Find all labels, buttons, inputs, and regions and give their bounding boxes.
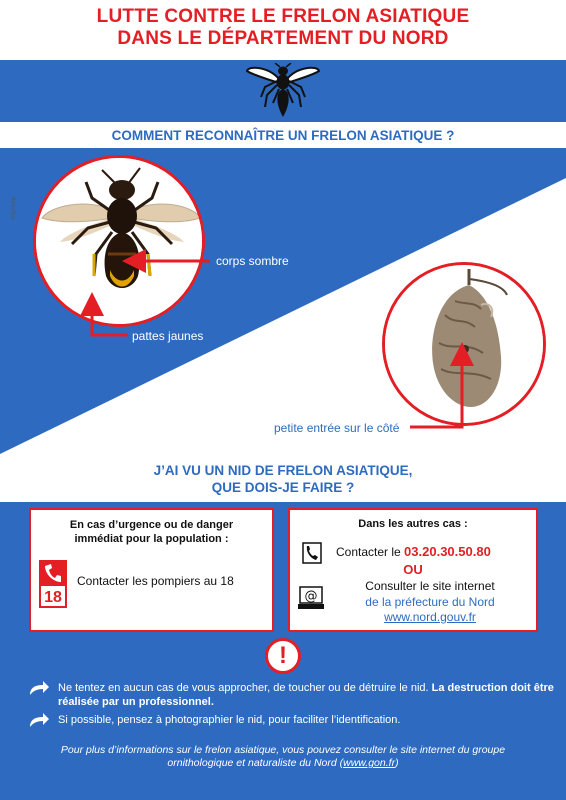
footer-close: ) — [395, 757, 399, 769]
hornet-icon — [243, 63, 323, 119]
curved-arrow-icon — [28, 680, 50, 696]
nest-illustration — [385, 265, 543, 423]
title-line-2: DANS LE DÉPARTEMENT DU NORD — [117, 28, 449, 49]
section-heading-recognize: COMMENT RECONNAÎTRE UN FRELON ASIATIQUE ? — [0, 123, 566, 148]
action-heading-line-1: J’AI VU UN NID DE FRELON ASIATIQUE, — [153, 463, 413, 478]
emergency-box — [29, 508, 274, 632]
emergency-number-badge: 18 — [44, 589, 62, 606]
emergency-heading-line-1: En cas d’urgence ou de danger — [69, 519, 234, 531]
poster-title — [0, 6, 566, 50]
phone-icon — [302, 542, 322, 564]
bullet-text-bold: La destruction doit être réalisée par un professionnel. — [58, 682, 554, 708]
phone-number[interactable]: 03.20.30.50.80 — [404, 544, 491, 559]
svg-text:@: @ — [304, 589, 318, 604]
phone-contact-prefix: Contacter le — [336, 545, 405, 559]
bullet-text — [58, 682, 558, 709]
hornet-photo — [33, 155, 205, 327]
fire-emergency-icon — [39, 560, 67, 608]
hornet-illustration — [36, 158, 202, 324]
footer-note — [30, 744, 536, 770]
website-instruction: Consulter le site internet — [365, 579, 495, 593]
warning-icon: ! — [265, 638, 301, 674]
phone-contact-line — [336, 544, 491, 559]
label-nest-entrance: petite entrée sur le côté — [274, 421, 400, 435]
action-heading-line-2: QUE DOIS-JE FAIRE ? — [211, 480, 355, 495]
footer-text: Pour plus d’informations sur le frelon asiatique, vous pouvez consulter le site internet du groupe ornithologique et naturaliste du Nord ( — [60, 744, 506, 769]
prefecture-name: de la préfecture du Nord — [365, 595, 495, 609]
or-separator: OU — [403, 562, 423, 577]
other-cases-heading: Dans les autres cas : — [358, 518, 468, 530]
label-dark-body: corps sombre — [216, 254, 289, 268]
label-yellow-legs: pattes jaunes — [132, 329, 204, 343]
title-line-1: LUTTE CONTRE LE FRELON ASIATIQUE — [96, 6, 470, 27]
emergency-contact-text: Contacter les pompiers au 18 — [77, 574, 234, 588]
emergency-heading — [31, 518, 272, 546]
section-heading-action — [0, 454, 566, 502]
bullet-text-normal: Si possible, pensez à photographier le nid, pour faciliter l’identification. — [58, 714, 401, 726]
nest-photo — [382, 262, 546, 426]
emergency-heading-line-2: immédiat pour la population : — [74, 533, 229, 545]
gon-website-link[interactable]: www.gon.fr — [343, 757, 396, 769]
other-cases-box — [288, 508, 538, 632]
bullet-text — [58, 714, 558, 728]
at-sign-icon — [298, 586, 324, 610]
curved-arrow-icon — [28, 712, 50, 728]
photo-credit: © Q.Rome — [11, 196, 17, 220]
bullet-text-normal: Ne tentez en aucun cas de vous approcher, de toucher ou de détruire le nid. — [58, 682, 432, 694]
prefecture-website-link[interactable]: www.nord.gouv.fr — [384, 610, 476, 624]
